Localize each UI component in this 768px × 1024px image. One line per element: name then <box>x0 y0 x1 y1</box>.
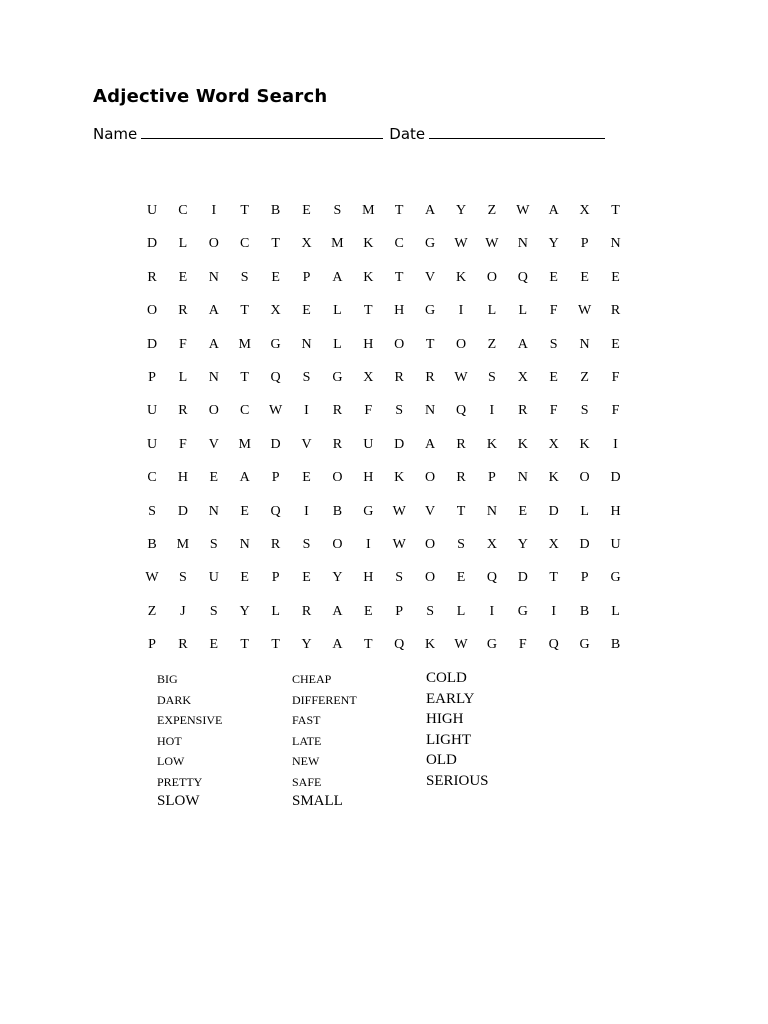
word-list-item: EXPENSIVE <box>157 713 223 727</box>
grid-letter[interactable]: Y <box>517 537 528 552</box>
grid-letter[interactable]: R <box>270 537 281 552</box>
grid-letter[interactable]: G <box>425 236 436 252</box>
grid-letter[interactable]: V <box>208 436 219 452</box>
grid-letter[interactable]: L <box>456 603 466 619</box>
grid-letter[interactable]: M <box>176 537 190 552</box>
grid-letter[interactable]: X <box>548 537 559 552</box>
grid-letter[interactable]: M <box>238 436 251 452</box>
grid-letter[interactable]: L <box>333 303 342 319</box>
grid-letter[interactable]: O <box>486 269 497 285</box>
grid-letter[interactable]: Q <box>455 403 467 419</box>
grid-letter[interactable]: H <box>363 570 374 586</box>
grid-letter[interactable]: T <box>271 236 280 252</box>
grid-letter[interactable]: I <box>489 403 495 419</box>
grid-letter[interactable]: Y <box>455 203 467 218</box>
grid-letter[interactable]: T <box>240 303 249 319</box>
grid-letter[interactable]: E <box>209 470 219 486</box>
grid-letter[interactable]: N <box>517 236 528 252</box>
grid-row <box>0 535 768 555</box>
grid-letter[interactable]: F <box>178 336 187 352</box>
grid-letter[interactable]: F <box>549 303 558 319</box>
grid-letter[interactable]: G <box>270 336 281 352</box>
grid-letter[interactable]: S <box>487 370 496 385</box>
grid-letter[interactable]: X <box>486 537 497 552</box>
grid-letter[interactable]: P <box>302 269 311 285</box>
grid-letter[interactable]: U <box>208 570 219 586</box>
grid-letter[interactable]: P <box>395 603 404 619</box>
grid-letter[interactable]: T <box>394 203 404 218</box>
grid-letter[interactable]: X <box>517 370 528 385</box>
grid-letter[interactable]: N <box>425 403 436 419</box>
grid-letter[interactable]: R <box>332 403 343 419</box>
grid-letter[interactable]: S <box>240 269 249 285</box>
grid-letter[interactable]: T <box>394 269 404 285</box>
grid-letter[interactable]: B <box>270 203 281 218</box>
grid-letter[interactable]: A <box>332 269 343 285</box>
grid-letter[interactable]: C <box>394 236 404 252</box>
word-list-item: FAST <box>292 713 321 727</box>
grid-letter[interactable]: G <box>610 570 621 586</box>
grid-letter[interactable]: Z <box>147 603 157 619</box>
grid-letter[interactable]: N <box>208 503 219 519</box>
grid-letter[interactable]: O <box>394 336 405 352</box>
grid-letter[interactable]: U <box>146 403 158 419</box>
grid-letter[interactable]: O <box>455 336 467 352</box>
grid-letter[interactable]: C <box>240 236 250 252</box>
grid-letter[interactable]: S <box>209 537 218 552</box>
grid-letter[interactable]: W <box>392 503 406 519</box>
grid-letter[interactable]: T <box>456 503 466 519</box>
grid-letter[interactable]: P <box>271 570 280 586</box>
grid-letter[interactable]: P <box>148 370 156 385</box>
grid-row <box>0 635 768 655</box>
grid-letter[interactable]: D <box>517 570 528 586</box>
grid-letter[interactable]: O <box>332 537 343 552</box>
grid-letter[interactable]: I <box>551 603 557 619</box>
grid-letter[interactable]: A <box>208 336 219 352</box>
grid-letter[interactable]: R <box>456 470 466 486</box>
grid-letter[interactable]: N <box>239 537 250 552</box>
grid-row <box>0 335 768 355</box>
grid-letter[interactable]: T <box>240 637 249 653</box>
grid-letter[interactable]: U <box>146 203 158 218</box>
grid-letter[interactable]: D <box>610 470 621 486</box>
word-list-item: HOT <box>157 733 182 748</box>
grid-letter[interactable]: B <box>332 503 343 519</box>
grid-letter[interactable]: W <box>454 370 468 385</box>
grid-letter[interactable]: K <box>548 470 559 486</box>
grid-letter[interactable]: S <box>178 570 187 586</box>
grid-letter[interactable]: A <box>208 303 219 319</box>
grid-letter[interactable]: S <box>148 503 156 519</box>
grid-letter[interactable]: L <box>518 303 528 319</box>
grid-row <box>0 268 768 288</box>
grid-letter[interactable]: R <box>456 436 466 452</box>
grid-letter[interactable]: M <box>362 203 375 218</box>
grid-letter[interactable]: G <box>425 303 436 319</box>
grid-letter[interactable]: A <box>239 470 250 486</box>
grid-letter[interactable]: I <box>304 403 309 419</box>
grid-letter[interactable]: S <box>457 537 465 552</box>
grid-letter[interactable]: U <box>610 537 621 552</box>
grid-letter[interactable]: B <box>610 637 621 653</box>
grid-letter[interactable]: A <box>517 336 528 352</box>
grid-letter[interactable]: K <box>425 637 436 653</box>
grid-letter[interactable]: N <box>579 336 590 352</box>
word-list-item: LOW <box>157 754 185 768</box>
grid-letter[interactable]: S <box>395 403 404 419</box>
grid-row <box>0 201 768 221</box>
grid-letter[interactable]: I <box>304 503 309 519</box>
grid-letter[interactable]: O <box>208 236 219 252</box>
grid-letter[interactable]: A <box>425 203 436 218</box>
grid-letter[interactable]: H <box>610 503 621 519</box>
grid-letter[interactable]: U <box>363 436 374 452</box>
grid-letter[interactable]: D <box>579 537 590 552</box>
grid-letter[interactable]: T <box>271 637 280 653</box>
grid-letter[interactable]: K <box>394 470 405 486</box>
grid-letter[interactable]: E <box>549 370 558 385</box>
grid-letter[interactable]: Z <box>487 336 497 352</box>
grid-letter[interactable]: T <box>425 336 435 352</box>
grid-letter[interactable]: V <box>425 269 436 285</box>
grid-letter[interactable]: F <box>611 403 620 419</box>
grid-letter[interactable]: S <box>395 570 404 586</box>
grid-letter[interactable]: G <box>332 370 343 385</box>
grid-letter[interactable]: N <box>517 470 528 486</box>
grid-letter[interactable]: W <box>268 403 283 419</box>
grid-letter[interactable]: E <box>456 570 466 586</box>
grid-letter[interactable]: A <box>332 603 343 619</box>
grid-letter[interactable]: Q <box>270 503 281 519</box>
word-list-item: SMALL <box>292 793 343 809</box>
grid-letter[interactable]: F <box>364 403 373 419</box>
grid-letter[interactable]: C <box>147 470 157 486</box>
grid-letter[interactable]: P <box>148 637 156 653</box>
grid-letter[interactable]: E <box>240 503 249 519</box>
grid-letter[interactable]: S <box>302 370 311 385</box>
grid-letter[interactable]: F <box>518 637 527 653</box>
grid-letter[interactable]: L <box>580 503 589 519</box>
grid-letter[interactable]: D <box>270 436 281 452</box>
grid-letter[interactable]: S <box>302 537 311 552</box>
grid-letter[interactable]: N <box>208 370 219 385</box>
grid-letter[interactable]: A <box>548 203 559 218</box>
grid-letter[interactable]: F <box>549 403 558 419</box>
grid-letter[interactable]: T <box>364 637 373 653</box>
grid-letter[interactable]: H <box>363 470 374 486</box>
grid-letter[interactable]: W <box>485 236 499 252</box>
grid-letter[interactable]: O <box>579 470 590 486</box>
grid-letter[interactable]: S <box>333 203 342 218</box>
grid-letter[interactable]: N <box>301 336 312 352</box>
grid-letter[interactable]: F <box>611 370 620 385</box>
grid-letter[interactable]: R <box>332 436 343 452</box>
grid-letter[interactable]: L <box>333 336 342 352</box>
grid-letter[interactable]: O <box>146 303 158 319</box>
grid-letter[interactable]: N <box>208 269 219 285</box>
grid-letter[interactable]: U <box>146 436 158 452</box>
grid-letter[interactable]: T <box>611 203 620 218</box>
grid-letter[interactable]: K <box>486 436 497 452</box>
grid-letter[interactable]: P <box>580 236 589 252</box>
grid-letter[interactable]: X <box>548 436 559 452</box>
word-list-item: NEW <box>292 754 320 768</box>
grid-letter[interactable]: E <box>302 570 311 586</box>
grid-letter[interactable]: Q <box>517 269 528 285</box>
grid-row <box>0 368 768 388</box>
date-blank[interactable] <box>429 126 605 139</box>
grid-letter[interactable]: E <box>549 269 558 285</box>
grid-letter[interactable]: E <box>580 269 589 285</box>
word-list-item: SERIOUS <box>426 772 489 789</box>
grid-letter[interactable]: X <box>579 203 590 218</box>
grid-letter[interactable]: S <box>426 603 434 619</box>
grid-letter[interactable]: R <box>147 269 157 285</box>
word-list-item: LATE <box>292 733 322 748</box>
grid-letter[interactable]: G <box>486 637 497 653</box>
grid-letter[interactable]: P <box>487 470 496 486</box>
grid-letter[interactable]: E <box>271 269 280 285</box>
grid-letter[interactable]: O <box>425 470 436 486</box>
grid-letter[interactable]: R <box>178 403 188 419</box>
grid-letter[interactable]: R <box>518 403 528 419</box>
grid-letter[interactable]: E <box>611 336 620 352</box>
word-list-item: EARLY <box>426 690 475 707</box>
grid-row <box>0 468 768 488</box>
grid-row <box>0 568 768 588</box>
grid-letter[interactable]: E <box>302 203 311 218</box>
grid-letter[interactable]: O <box>332 470 343 486</box>
grid-letter[interactable]: H <box>394 303 405 319</box>
word-list-item: LIGHT <box>426 731 471 748</box>
grid-letter[interactable]: Z <box>487 203 497 218</box>
grid-row <box>0 502 768 522</box>
grid-letter[interactable]: Q <box>486 570 497 586</box>
grid-letter[interactable]: D <box>146 236 158 252</box>
name-label: Name <box>93 125 138 143</box>
grid-letter[interactable]: X <box>363 370 374 385</box>
grid-letter[interactable]: I <box>458 303 464 319</box>
grid-letter[interactable]: R <box>425 370 435 385</box>
grid-letter[interactable]: K <box>363 269 374 285</box>
grid-letter[interactable]: I <box>613 436 618 452</box>
grid-letter[interactable]: Z <box>580 370 589 385</box>
grid-letter[interactable]: Y <box>239 603 250 619</box>
grid-letter[interactable]: R <box>610 303 621 319</box>
grid-letter[interactable]: K <box>455 269 467 285</box>
grid-letter[interactable]: H <box>177 470 188 486</box>
grid-letter[interactable]: T <box>240 203 249 218</box>
grid-letter[interactable]: R <box>301 603 312 619</box>
grid-letter[interactable]: P <box>580 570 589 586</box>
worksheet-title: Adjective Word Search <box>93 86 328 107</box>
grid-letter[interactable]: W <box>145 570 159 586</box>
grid-letter[interactable]: H <box>363 336 374 352</box>
grid-letter[interactable]: K <box>363 236 374 252</box>
grid-letter[interactable]: W <box>577 303 592 319</box>
grid-letter[interactable]: Y <box>301 637 312 653</box>
word-list-item: BIG <box>157 672 178 686</box>
grid-letter[interactable]: L <box>271 603 280 619</box>
grid-letter[interactable]: N <box>610 236 621 252</box>
grid-letter[interactable]: Y <box>548 236 559 252</box>
grid-letter[interactable]: T <box>549 570 558 586</box>
grid-letter[interactable]: D <box>146 336 158 352</box>
grid-letter[interactable]: O <box>425 570 436 586</box>
grid-row <box>0 301 768 321</box>
grid-letter[interactable]: W <box>454 236 468 252</box>
grid-letter[interactable]: E <box>209 637 219 653</box>
grid-letter[interactable]: X <box>301 236 312 252</box>
grid-letter[interactable]: E <box>302 303 311 319</box>
grid-letter[interactable]: I <box>211 203 217 218</box>
grid-letter[interactable]: C <box>240 403 250 419</box>
grid-letter[interactable]: A <box>332 637 343 653</box>
word-list-item: CHEAP <box>292 672 332 686</box>
grid-letter[interactable]: L <box>178 370 188 385</box>
grid-letter[interactable]: T <box>240 370 249 385</box>
grid-letter[interactable]: D <box>394 436 405 452</box>
grid-letter[interactable]: E <box>302 470 311 486</box>
grid-letter[interactable]: I <box>365 537 371 552</box>
grid-letter[interactable]: W <box>454 637 468 653</box>
grid-letter[interactable]: L <box>178 236 188 252</box>
grid-letter[interactable]: Q <box>270 370 281 385</box>
date-label: Date <box>389 125 426 143</box>
grid-letter[interactable]: A <box>425 436 436 452</box>
grid-letter[interactable]: N <box>486 503 497 519</box>
word-list-item: COLD <box>426 670 467 686</box>
grid-letter[interactable]: V <box>301 436 312 452</box>
grid-letter[interactable]: K <box>517 436 528 452</box>
grid-letter[interactable]: E <box>364 603 373 619</box>
grid-letter[interactable]: O <box>425 537 436 552</box>
grid-letter[interactable]: P <box>271 470 280 486</box>
word-list-item: SAFE <box>292 774 322 789</box>
word-list-item: DARK <box>157 692 192 707</box>
grid-letter[interactable]: O <box>208 403 219 419</box>
grid-row <box>0 401 768 421</box>
grid-letter[interactable]: J <box>180 603 186 619</box>
grid-letter[interactable]: S <box>549 336 558 352</box>
word-list-item: PRETTY <box>157 774 203 789</box>
grid-letter[interactable]: Y <box>332 570 343 586</box>
grid-letter[interactable]: I <box>489 603 495 619</box>
word-list-item: OLD <box>426 752 457 768</box>
grid-letter[interactable]: G <box>517 603 528 619</box>
grid-letter[interactable]: M <box>238 336 251 352</box>
name-blank[interactable] <box>141 126 383 139</box>
grid-letter[interactable]: E <box>178 269 188 285</box>
grid-letter[interactable]: L <box>487 303 497 319</box>
grid-letter[interactable]: Q <box>548 637 559 653</box>
grid-letter[interactable]: G <box>363 503 374 519</box>
grid-letter[interactable]: G <box>579 637 590 653</box>
grid-row <box>0 234 768 254</box>
grid-letter[interactable]: T <box>364 303 373 319</box>
grid-letter[interactable]: V <box>425 503 436 519</box>
grid-letter[interactable]: C <box>178 203 188 218</box>
word-list-item: HIGH <box>426 711 464 727</box>
grid-letter[interactable]: M <box>331 236 344 252</box>
grid-letter[interactable]: W <box>392 537 406 552</box>
grid-row <box>0 435 768 455</box>
grid-letter[interactable]: R <box>178 637 188 653</box>
name-date-line <box>93 125 605 143</box>
grid-letter[interactable]: B <box>579 603 590 619</box>
grid-letter[interactable]: W <box>516 203 530 218</box>
grid-letter[interactable]: E <box>518 503 528 519</box>
grid-row <box>0 602 768 622</box>
grid-letter[interactable]: S <box>209 603 218 619</box>
grid-letter[interactable]: E <box>240 570 249 586</box>
word-list-item: SLOW <box>157 793 200 809</box>
grid-letter[interactable]: R <box>178 303 188 319</box>
word-list-item: DIFFERENT <box>292 692 357 707</box>
grid-letter[interactable]: Q <box>394 637 405 653</box>
grid-letter[interactable]: F <box>178 436 187 452</box>
grid-letter[interactable]: D <box>548 503 559 519</box>
grid-letter[interactable]: K <box>579 436 590 452</box>
grid-letter[interactable]: L <box>611 603 620 619</box>
grid-letter[interactable]: B <box>147 537 157 552</box>
grid-letter[interactable]: X <box>270 303 281 319</box>
grid-letter[interactable]: S <box>580 403 589 419</box>
grid-letter[interactable]: D <box>177 503 188 519</box>
grid-letter[interactable]: E <box>611 269 620 285</box>
grid-letter[interactable]: R <box>394 370 404 385</box>
